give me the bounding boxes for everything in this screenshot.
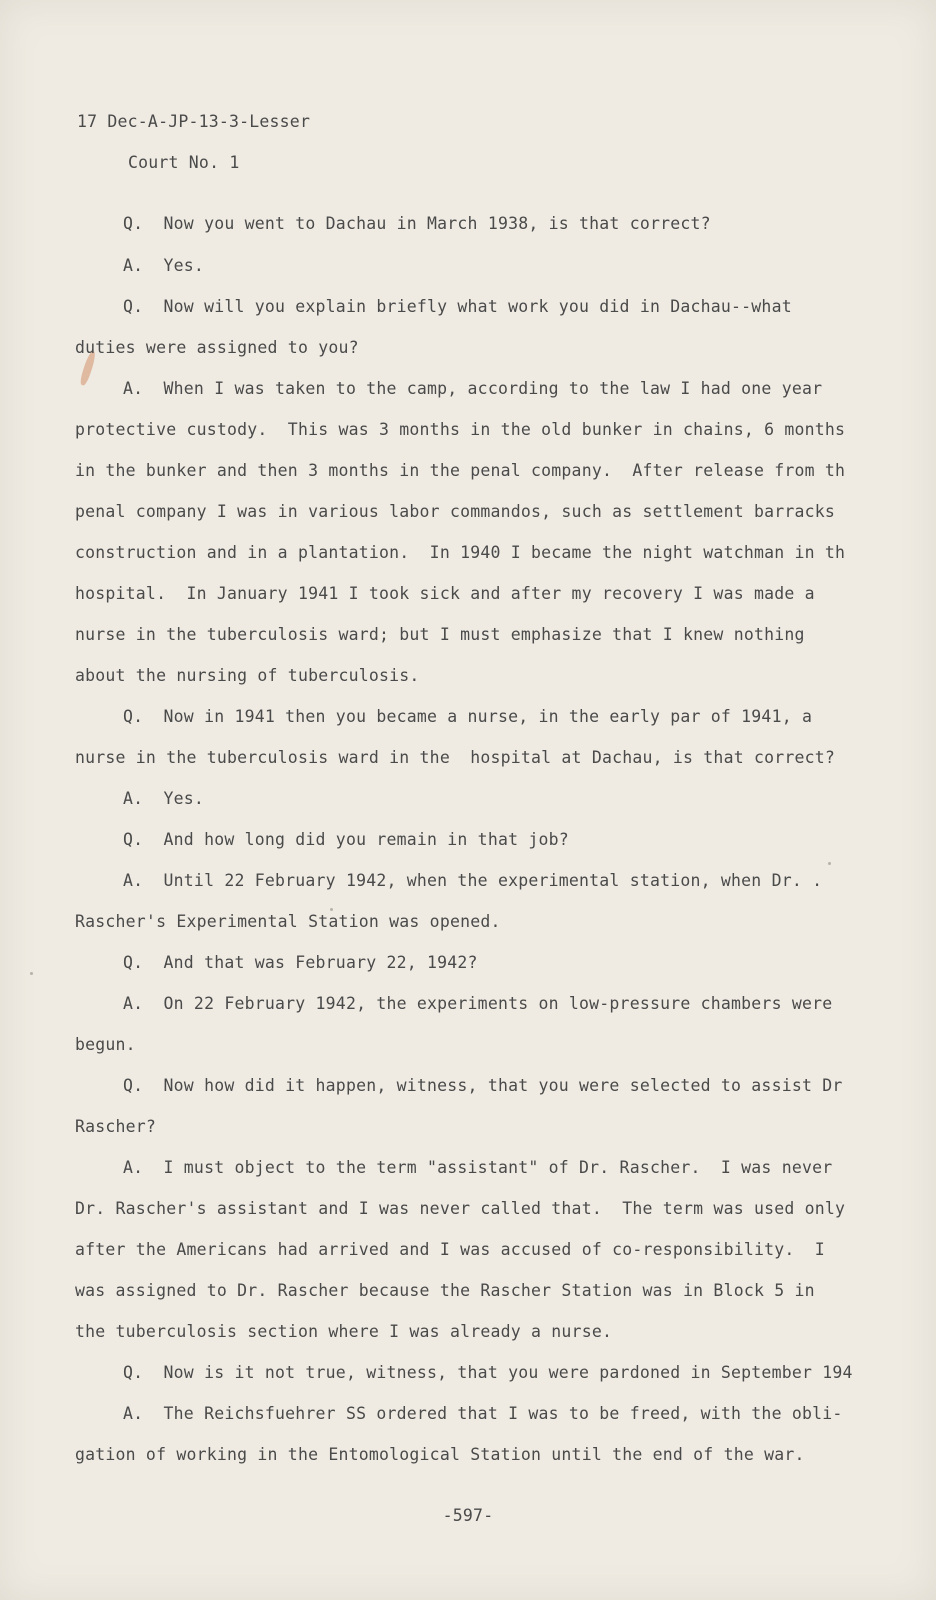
- transcript-line: A. The Reichsfuehrer SS ordered that I was to be freed, with the obli-: [123, 1404, 843, 1423]
- transcript-line: construction and in a plantation. In 1940 I became the night watchman in th: [75, 543, 846, 562]
- transcript-line: nurse in the tuberculosis ward; but I must emphasize that I knew nothing: [75, 625, 805, 644]
- transcript-line: Q. Now how did it happen, witness, that you were selected to assist Dr: [123, 1076, 843, 1095]
- transcript-line: duties were assigned to you?: [75, 338, 359, 357]
- transcript-line: was assigned to Dr. Rascher because the Rascher Station was in Block 5 in: [75, 1281, 815, 1300]
- paper-speck: [828, 862, 831, 865]
- court-number: Court No. 1: [128, 153, 240, 172]
- transcript-line: gation of working in the Entomological Station until the end of the war.: [75, 1445, 805, 1464]
- transcript-line: Rascher?: [75, 1117, 157, 1136]
- transcript-line: A. I must object to the term "assistant" of Dr. Rascher. I was never: [123, 1158, 833, 1177]
- transcript-line: the tuberculosis section where I was already a nurse.: [75, 1322, 613, 1341]
- transcript-line: about the nursing of tuberculosis.: [75, 666, 420, 685]
- transcript-line: begun.: [75, 1035, 136, 1054]
- transcript-line: Rascher's Experimental Station was opened.: [75, 912, 501, 931]
- transcript-line: Q. And that was February 22, 1942?: [123, 953, 478, 972]
- transcript-line: A. When I was taken to the camp, according to the law I had one year: [123, 379, 823, 398]
- paper-speck: [30, 972, 33, 975]
- transcript-line: Dr. Rascher's assistant and I was never called that. The term was used only: [75, 1199, 846, 1218]
- transcript-line: hospital. In January 1941 I took sick and after my recovery I was made a: [75, 584, 815, 603]
- paper-speck: [330, 908, 333, 911]
- transcript-line: Q. And how long did you remain in that job?: [123, 830, 569, 849]
- document-id-header: 17 Dec-A-JP-13-3-Lesser: [77, 112, 311, 131]
- transcript-line: Q. Now you went to Dachau in March 1938, is that correct?: [123, 214, 711, 233]
- transcript-line: protective custody. This was 3 months in the old bunker in chains, 6 months: [75, 420, 846, 439]
- transcript-line: A. Until 22 February 1942, when the experimental station, when Dr. .: [123, 871, 823, 890]
- transcript-line: A. Yes.: [123, 789, 205, 808]
- transcript-line: A. On 22 February 1942, the experiments on low-pressure chambers were: [123, 994, 833, 1013]
- transcript-line: in the bunker and then 3 months in the penal company. After release from th: [75, 461, 846, 480]
- page-number: -597-: [442, 1506, 494, 1525]
- transcript-line: Q. Now in 1941 then you became a nurse, in the early par of 1941, a: [123, 707, 813, 726]
- transcript-line: A. Yes.: [123, 256, 205, 275]
- transcript-line: Q. Now is it not true, witness, that you were pardoned in September 194: [123, 1363, 853, 1382]
- transcript-line: Q. Now will you explain briefly what work you did in Dachau--what: [123, 297, 792, 316]
- transcript-line: penal company I was in various labor commandos, such as settlement barracks: [75, 502, 836, 521]
- transcript-line: after the Americans had arrived and I was accused of co-responsibility. I: [75, 1240, 825, 1259]
- transcript-line: nurse in the tuberculosis ward in the hospital at Dachau, is that correct?: [75, 748, 836, 767]
